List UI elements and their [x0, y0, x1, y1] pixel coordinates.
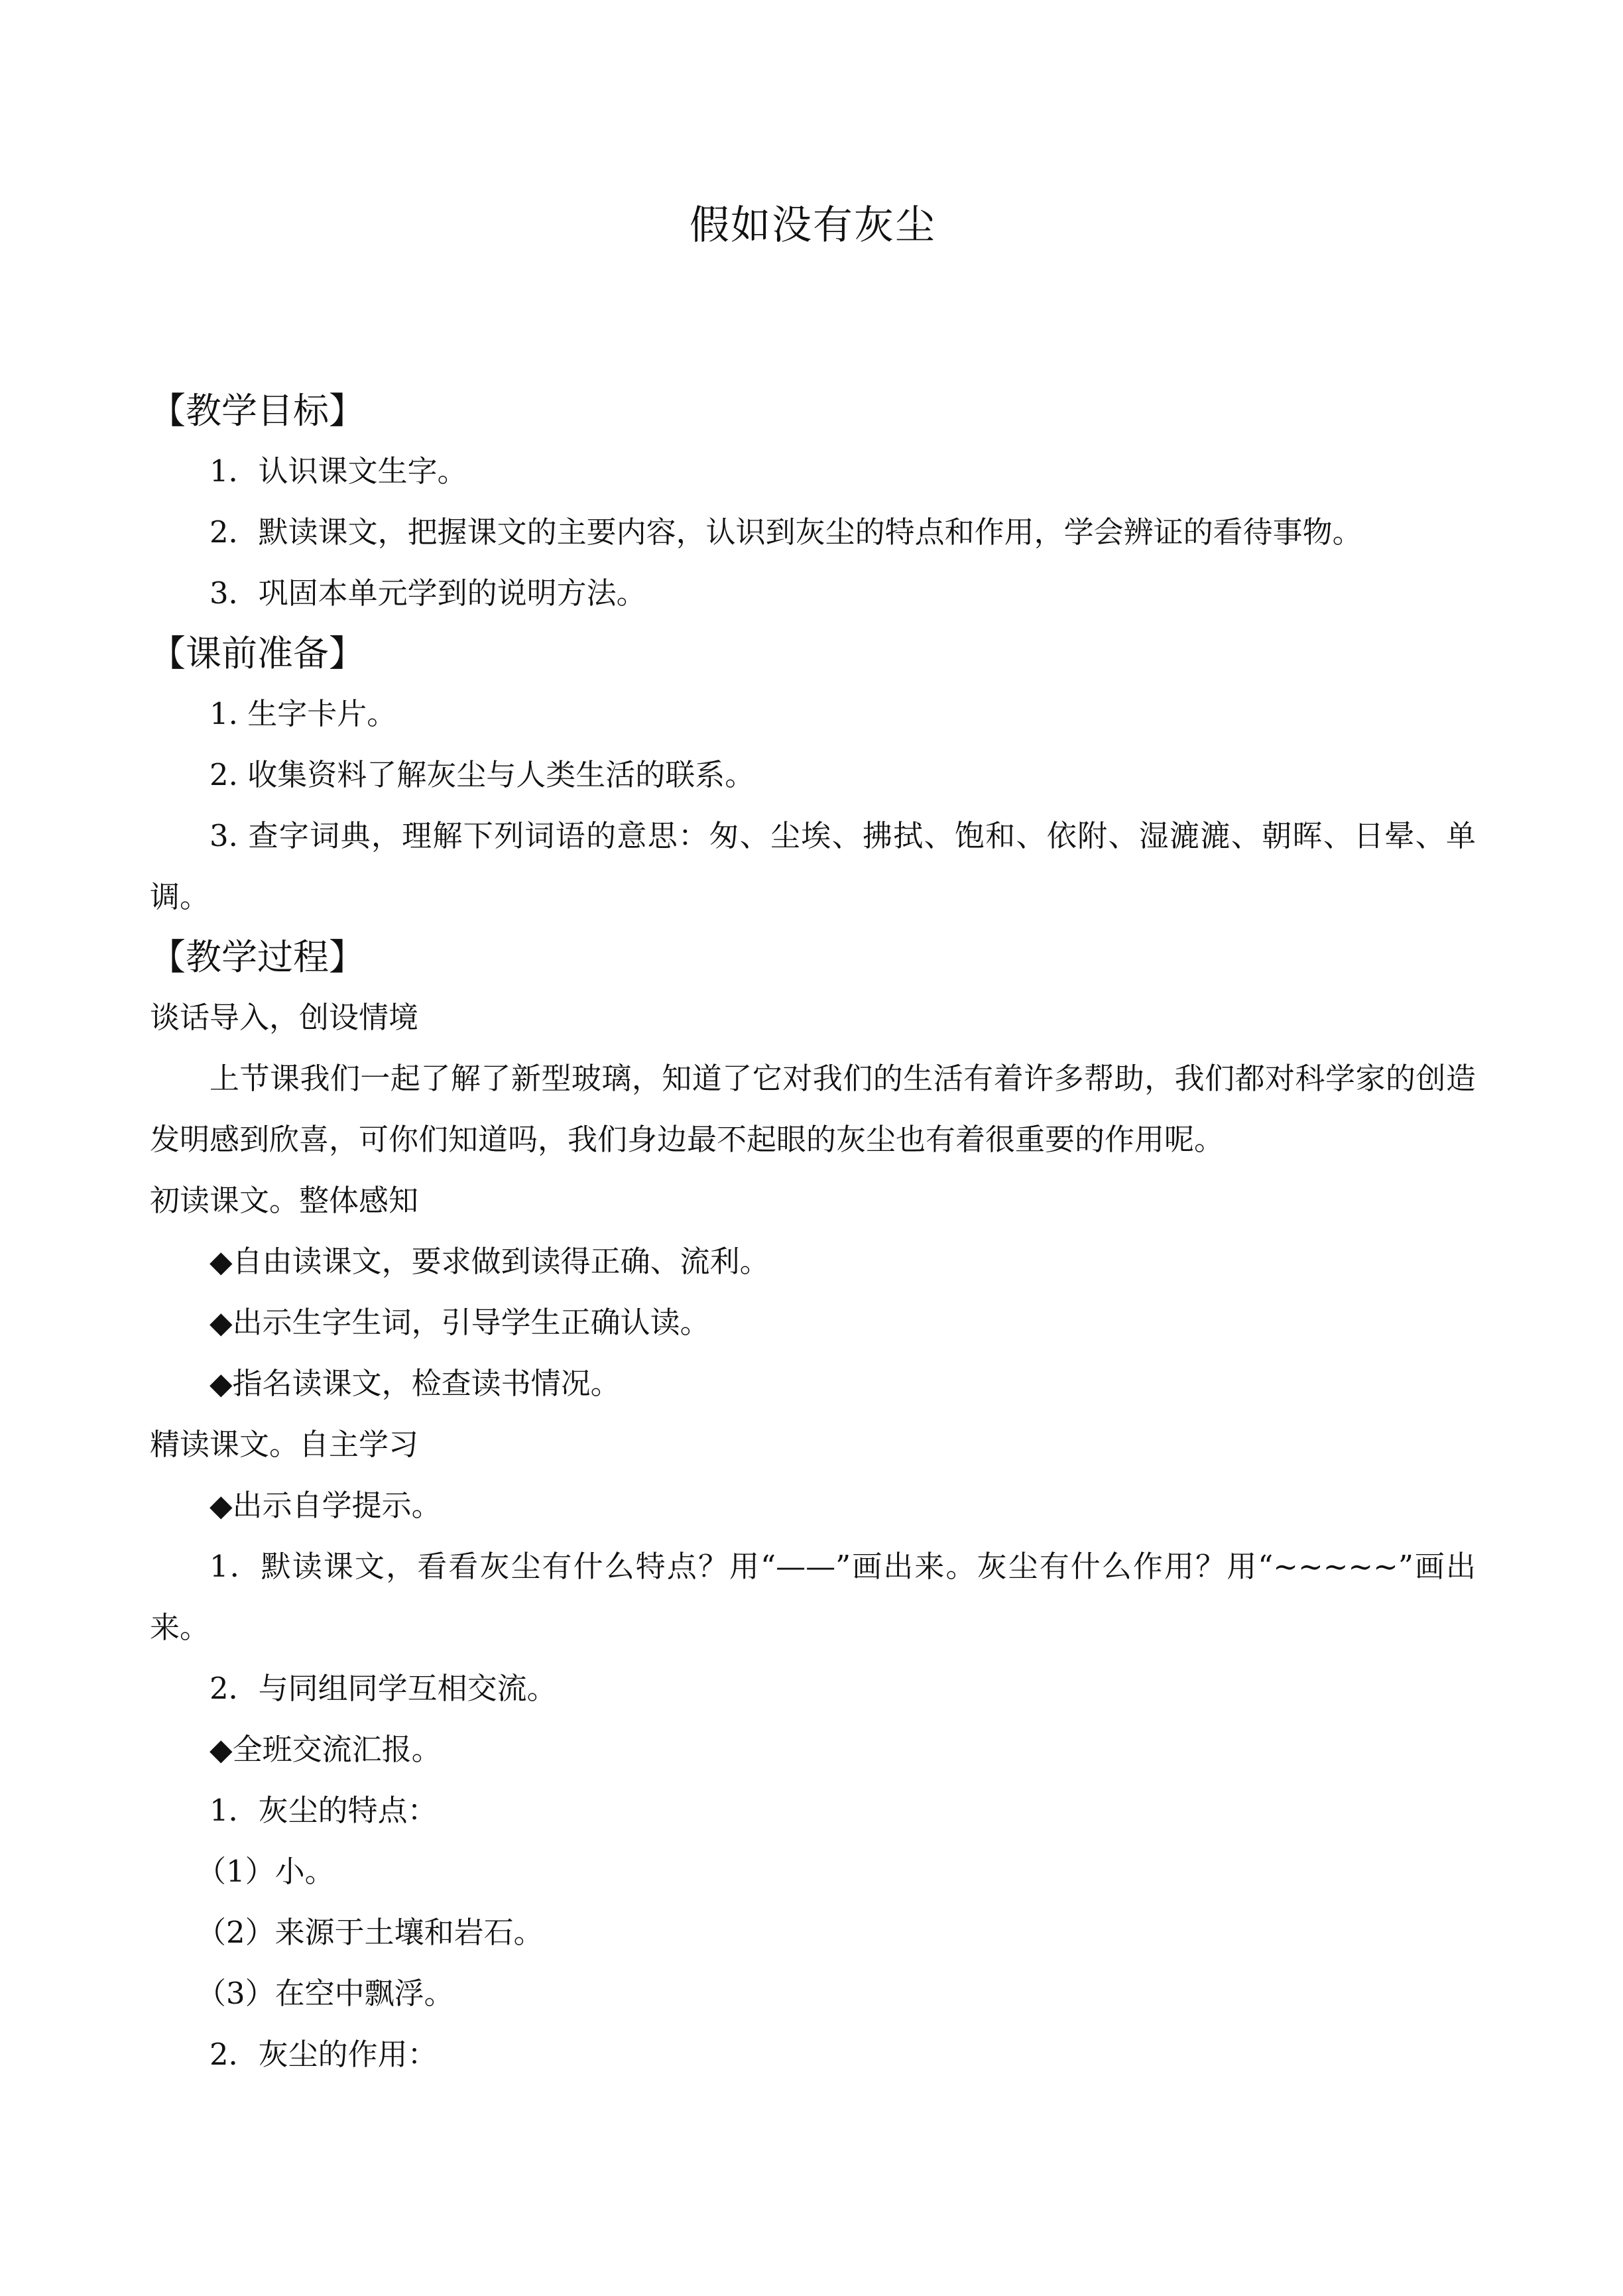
section-heading-prep: 【课前准备】: [150, 633, 365, 674]
dust-trait-item: （1）小。: [196, 1854, 335, 1889]
goal-item: 3．巩固本单元学到的说明方法。: [210, 575, 646, 611]
process-intro-text: 上节课我们一起了解了新型玻璃，知道了它对我们的生活有着许多帮助，我们都对科学家的创造发明感到欣喜，可你们知道吗，我们身边最不起眼的灰尘也有着很重要的作用呢。: [150, 1061, 1476, 1157]
self-study-step: 2．与同组同学互相交流。: [210, 1671, 557, 1706]
first-reading-item: ◆自由读课文，要求做到读得正确、流利。: [210, 1244, 770, 1279]
first-reading-item: ◆指名读课文，检查读书情况。: [210, 1366, 621, 1401]
dust-trait-item: （2）来源于土壤和岩石。: [196, 1915, 544, 1950]
process-subtitle-first-reading: 初读课文。整体感知: [150, 1183, 419, 1218]
process-subtitle-intro: 谈话导入，创设情境: [150, 1000, 419, 1035]
dust-uses-title: 2．灰尘的作用：: [210, 2037, 438, 2072]
section-heading-goals: 【教学目标】: [150, 390, 365, 432]
first-reading-item: ◆出示生字生词，引导学生正确认读。: [210, 1305, 710, 1340]
prep-item: 3. 查字词典，理解下列词语的意思：匆、尘埃、拂拭、饱和、依附、湿漉漉、朝晖、日晕、单调。: [150, 818, 1476, 914]
dust-trait-item: （3）在空中飘浮。: [196, 1976, 454, 2011]
goal-item: 2．默读课文，把握课文的主要内容，认识到灰尘的特点和作用，学会辨证的看待事物。: [210, 514, 1362, 550]
prep-item: 1. 生字卡片。: [210, 696, 397, 731]
process-subtitle-close-reading: 精读课文。自主学习: [150, 1427, 419, 1462]
prep-item: 2. 收集资料了解灰尘与人类生活的联系。: [210, 757, 755, 792]
document-title: 假如没有灰尘: [690, 202, 936, 249]
self-study-step: 1．默读课文，看看灰尘有什么特点？用“——”画出来。灰尘有什么作用？用“~~~~~”画出来。: [150, 1549, 1476, 1645]
document-page: [150, 0, 1476, 2296]
section-heading-process: 【教学过程】: [150, 936, 365, 978]
document-body: [150, 381, 1476, 2085]
goal-item: 1．认识课文生字。: [210, 453, 467, 489]
self-study-prompt: ◆出示自学提示。: [210, 1488, 442, 1523]
class-report: ◆全班交流汇报。: [210, 1732, 442, 1767]
dust-traits-title: 1．灰尘的特点：: [210, 1793, 438, 1828]
